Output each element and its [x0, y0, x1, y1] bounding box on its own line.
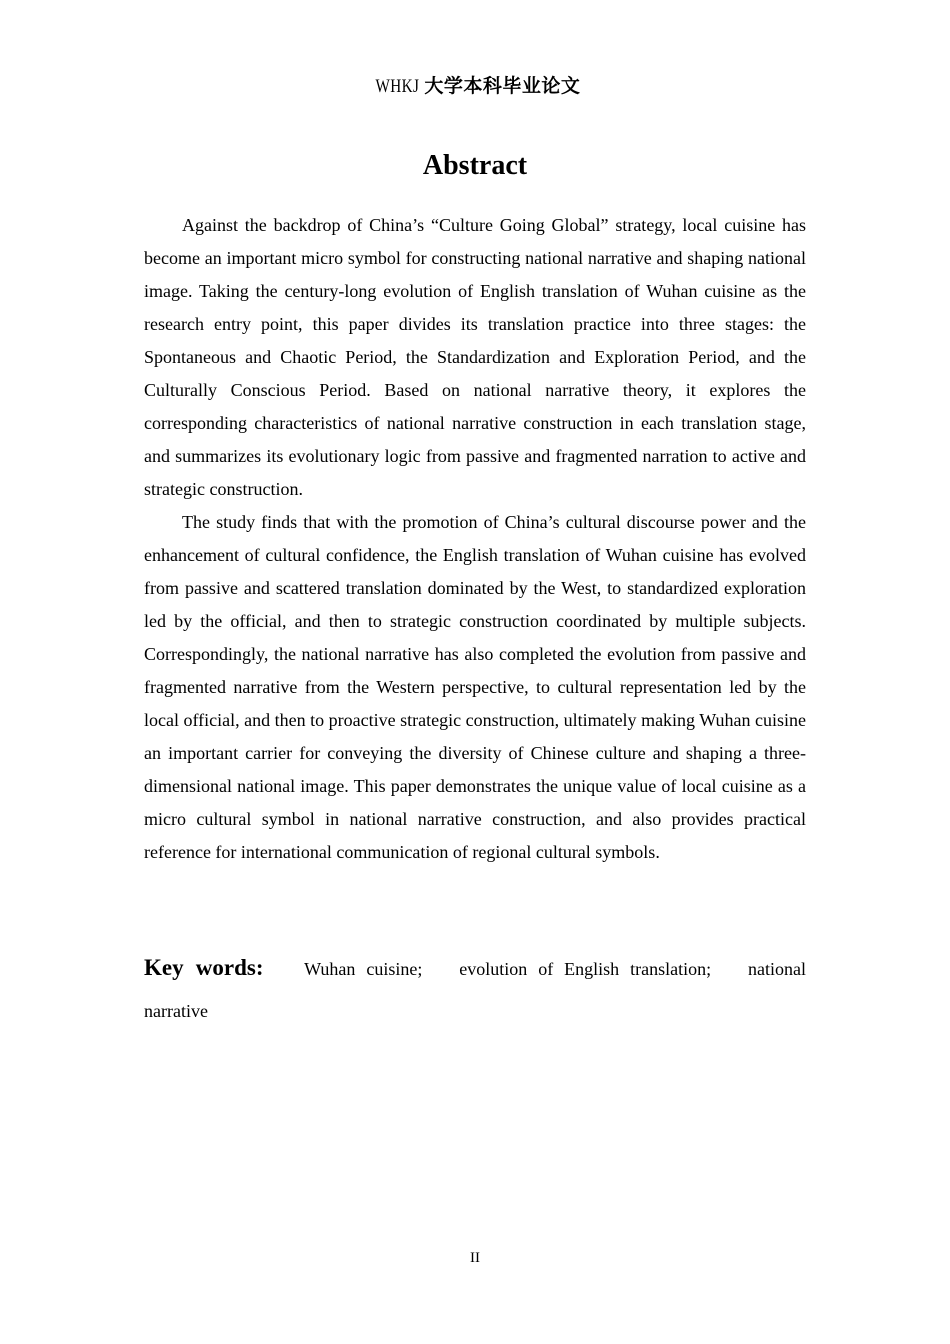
keyword-item: evolution of English translation; [459, 959, 712, 979]
keyword-item: Wuhan cuisine; [304, 959, 423, 979]
abstract-paragraph-1: Against the backdrop of China’s “Culture Going Global” strategy, local cuisine has become an important micro symbol for constructing national narrative and shaping national image. Taking the century-long evolution of English translation of Wuhan cuisine as the research entry point, this paper divides its translation practice into three stages: the Spontaneous and Chaotic Period, the Standardization and Exploration Period, and the Culturally Conscious Period. Based on national narrative theory, it explores the corresponding characteristics of national narrative construction in each translation stage, and summarizes its evolutionary logic from passive and fragmented narration to active and strategic construction. [144, 215, 806, 499]
abstract-body [144, 209, 806, 869]
running-header-latin: WHKJ [375, 76, 419, 97]
keyword-item: national narrative [144, 959, 807, 1021]
page-number: II [470, 1250, 480, 1266]
running-header [0, 73, 950, 100]
abstract-paragraph-2: The study finds that with the promotion of China’s cultural discourse power and the enhancement of cultural confidence, the English translation of Wuhan cuisine has evolved from passive and scattered translation dominated by the West, to standardized exploration led by the official, and then to strategic construction coordinated by multiple subjects. Correspondingly, the national narrative has also completed the evolution from passive and fragmented narrative from the Western perspective, to cultural representation led by the local official, and then to proactive strategic construction, ultimately making Wuhan cuisine an important carrier for conveying the diversity of Chinese culture and shaping a three-dimensional national image. This paper demonstrates the unique value of local cuisine as a micro cultural symbol in national narrative construction, and also provides practical reference for international communication of regional cultural symbols. [144, 512, 806, 862]
abstract-title: Abstract [422, 150, 528, 181]
running-header-cjk: 大学本科毕业论文 [424, 75, 581, 97]
keywords-line [144, 947, 806, 1032]
keywords-label: Key words: [144, 955, 264, 980]
